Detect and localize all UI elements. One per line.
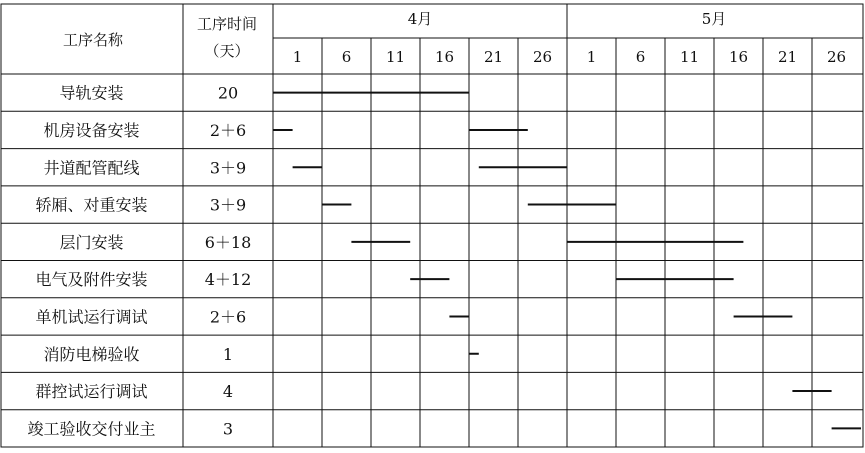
task-name: 消防电梯验收 — [43, 344, 140, 364]
day-tick-label: 1 — [586, 48, 597, 66]
day-tick-label: 11 — [385, 48, 406, 66]
day-tick-label: 6 — [341, 48, 352, 66]
task-duration: 3＋9 — [209, 158, 247, 178]
task-duration: 3＋9 — [209, 195, 247, 215]
day-tick-label: 6 — [635, 48, 646, 66]
task-column-header: 工序名称 — [62, 31, 124, 49]
task-name: 电气及附件安装 — [35, 270, 148, 290]
time-column-header: 工序时间 — [196, 15, 258, 33]
day-tick-label: 11 — [679, 48, 700, 66]
task-name: 机房设备安装 — [43, 120, 140, 140]
day-tick-label: 21 — [777, 48, 798, 66]
day-tick-label: 26 — [826, 48, 847, 66]
task-duration: 4 — [222, 382, 234, 402]
day-tick-label: 16 — [728, 48, 749, 66]
day-tick-label: 21 — [483, 48, 504, 66]
table-border — [1, 4, 863, 447]
table-grid — [1, 4, 863, 447]
day-tick-label: 1 — [292, 48, 303, 66]
month-label-april: 4月 — [407, 10, 433, 28]
task-name: 竣工验收交付业主 — [27, 419, 156, 439]
task-duration: 4＋12 — [204, 270, 252, 290]
task-duration: 6＋18 — [204, 232, 252, 252]
task-name: 单机试运行调试 — [35, 307, 148, 327]
task-duration: 20 — [217, 83, 239, 103]
day-tick-label: 26 — [532, 48, 553, 66]
task-duration: 2＋6 — [209, 307, 247, 327]
day-tick-label: 16 — [434, 48, 455, 66]
month-label-may: 5月 — [701, 10, 727, 28]
task-duration: 1 — [222, 344, 234, 364]
task-name: 群控试运行调试 — [35, 382, 148, 402]
task-name: 轿厢、对重安装 — [35, 195, 148, 215]
task-name: 层门安装 — [59, 232, 124, 252]
task-duration: 2＋6 — [209, 120, 247, 140]
task-name: 井道配管配线 — [43, 158, 140, 178]
task-name: 导轨安装 — [59, 83, 124, 103]
time-column-unit: （天） — [204, 42, 250, 60]
task-duration: 3 — [222, 419, 234, 439]
